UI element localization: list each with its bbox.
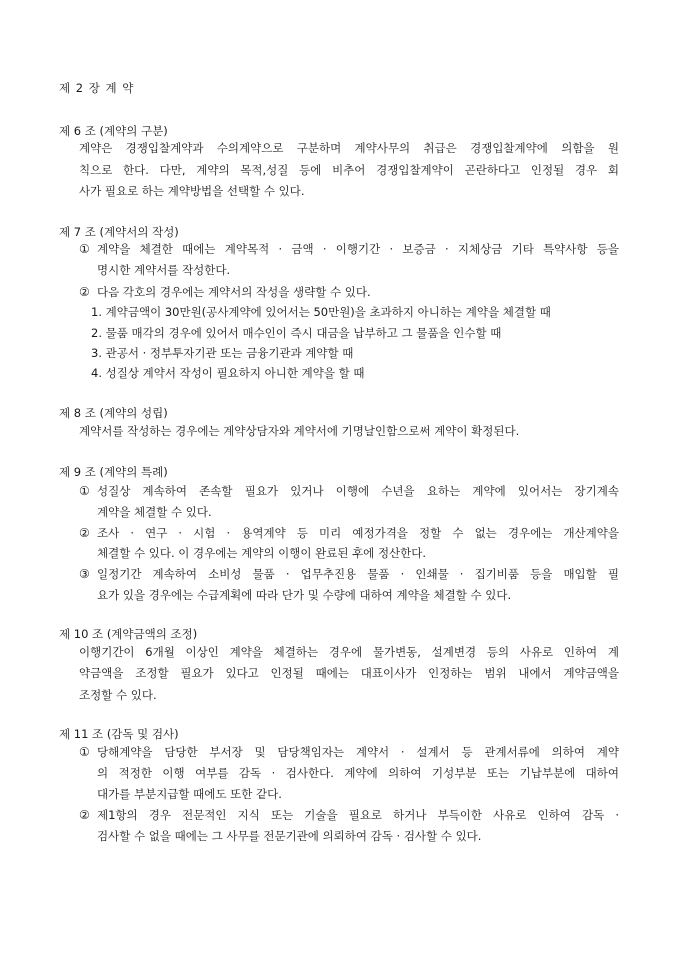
paragraph-marker: ①: [79, 242, 90, 256]
paragraph-marker: ①: [79, 745, 90, 759]
article-11-p2-line: 검사할 수 없을 때에는 그 사무를 전문기관에 의뢰하여 감독 · 검사할 수 있다.: [97, 829, 482, 843]
article-7-title: 제 7 조 (계약서의 작성): [59, 225, 179, 239]
article-7-item: 1. 계약금액이 30만원(공사계약에 있어서는 50만원)을 초과하지 아니하는 계약을 체결할 때: [91, 305, 551, 319]
article-10-line: 조정할 수 있다.: [79, 688, 157, 702]
article-8-title: 제 8 조 (계약의 성립): [59, 406, 168, 420]
article-11-p2-line: 제1항의 경우 전문적인 지식 또는 기술을 필요로 하거나 부득이한 사유로 인하여 감독 ·: [97, 808, 619, 822]
article-6-title: 제 6 조 (계약의 구분): [59, 124, 168, 138]
article-9-title: 제 9 조 (계약의 특례): [59, 465, 168, 479]
paragraph-marker: ②: [79, 526, 90, 540]
paragraph-marker: ①: [79, 484, 90, 498]
article-7-item: 4. 성질상 계약서 작성이 필요하지 아니한 계약을 할 때: [91, 366, 365, 380]
article-11-p1-line: 대가를 부분지급할 때에도 또한 같다.: [97, 787, 282, 801]
article-10-line: 약금액을 조정할 필요가 있다고 인정될 때에는 대표이사가 인정하는 범위 내에서 계약금액을: [79, 666, 619, 680]
article-9-p1-line: 성질상 계속하여 존속할 필요가 있거나 이행에 수년을 요하는 계약에 있어서는 장기계속: [97, 484, 619, 498]
article-7-p2-line: 다음 각호의 경우에는 계약서의 작성을 생략할 수 있다.: [97, 285, 371, 299]
article-6-line: 칙으로 한다. 다만, 계약의 목적,성질 등에 비추어 경쟁입찰계약이 곤란하다고 인정될 경우 회: [79, 163, 619, 177]
article-7-p1-line: 명시한 계약서를 작성한다.: [97, 263, 231, 277]
article-7-item: 2. 물품 매각의 경우에 있어서 매수인이 즉시 대금을 납부하고 그 물품을 인수할 때: [91, 326, 502, 340]
article-9-p2-line: 체결할 수 있다. 이 경우에는 계약의 이행이 완료된 후에 정산한다.: [97, 546, 427, 560]
article-9-p1-line: 계약을 체결할 수 있다.: [97, 505, 212, 519]
article-9-p3-line: 일정기간 계속하여 소비성 물품 · 업무추진용 물품 · 인쇄물 · 집기비품 등을 매입할 필: [97, 567, 619, 581]
article-7-item: 3. 관공서 · 정부투자기관 또는 금융기관과 계약할 때: [91, 346, 354, 360]
paragraph-marker: ②: [79, 808, 90, 822]
article-6-line: 사가 필요로 하는 계약방법을 선택할 수 있다.: [79, 184, 305, 198]
article-7-p1-line: 계약을 체결한 때에는 계약목적 · 금액 · 이행기간 · 보증금 · 지체상금 기타 특약사항 등을: [97, 242, 619, 256]
article-8-line: 계약서를 작성하는 경우에는 계약상담자와 계약서에 기명날인함으로써 계약이 확정된다.: [79, 424, 520, 438]
article-9-p2-line: 조사 · 연구 · 시험 · 용역계약 등 미리 예정가격을 정할 수 없는 경우에는 개산계약을: [97, 526, 619, 540]
article-11-title: 제 11 조 (감독 및 검사): [59, 727, 179, 741]
article-11-p1-line: 의 적정한 이행 여부를 감독 · 검사한다. 계약에 의하여 기성부분 또는 기납부분에 대하여: [97, 766, 619, 780]
paragraph-marker: ③: [79, 567, 90, 581]
paragraph-marker: ②: [79, 285, 90, 299]
article-10-line: 이행기간이 6개월 이상인 계약을 체결하는 경우에 물가변동, 설계변경 등의 사유로 인하여 계: [79, 645, 619, 659]
article-9-p3-line: 요가 있을 경우에는 수급계획에 따라 단가 및 수량에 대하여 계약을 체결할 수 있다.: [97, 588, 512, 602]
article-6-line: 계약은 경쟁입찰계약과 수의계약으로 구분하며 계약사무의 취급은 경쟁입찰계약에 의함을 원: [79, 141, 619, 155]
article-11-p1-line: 당해계약을 담당한 부서장 및 담당책임자는 계약서 · 설계서 등 관계서류에 의하여 계약: [97, 745, 619, 759]
chapter-heading: 제 2 장 계 약: [59, 81, 135, 95]
article-10-title: 제 10 조 (계약금액의 조정): [59, 627, 198, 641]
